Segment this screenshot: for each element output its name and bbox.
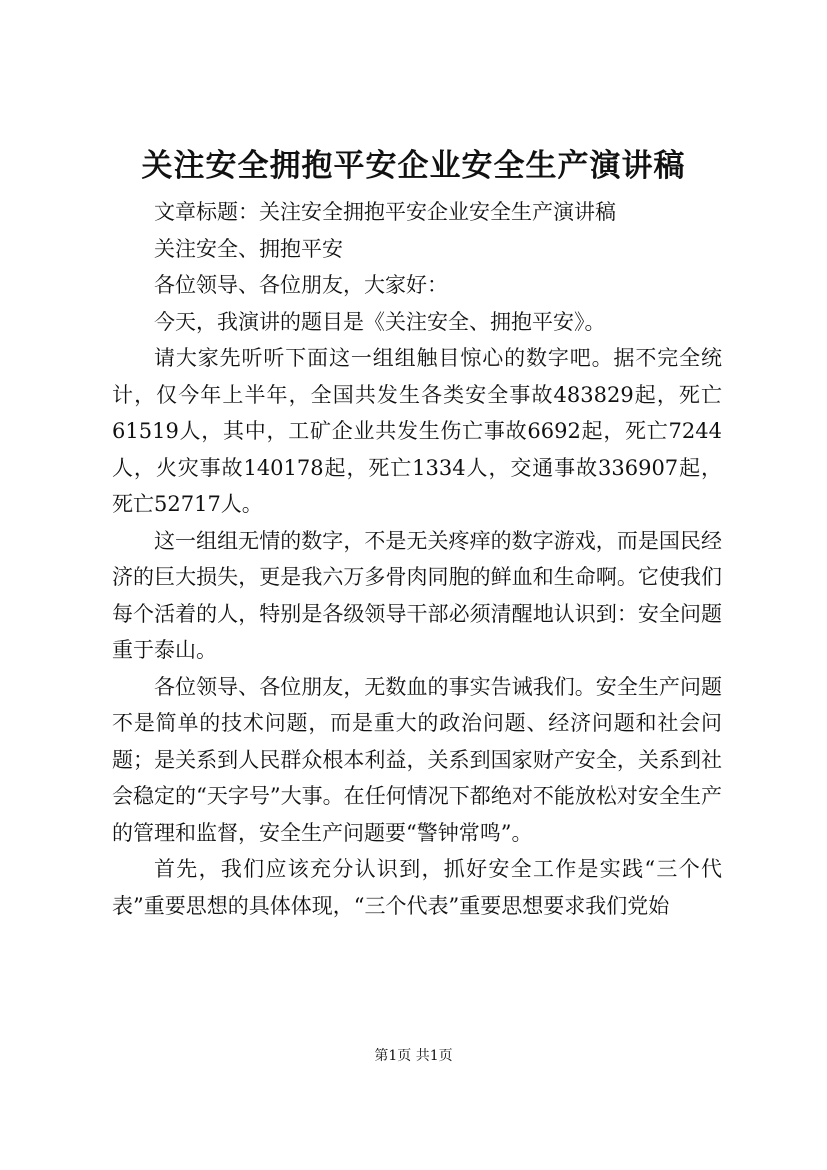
- paragraph-numbers-meaning: 这一组组无情的数字，不是无关疼痒的数字游戏，而是国民经济的巨大损失，更是我六万多骨肉同胞的鲜血和生命啊。它使我们每个活着的人，特别是各级领导干部必须清醒地认识到：安全问题重于泰山。: [112, 528, 722, 662]
- paragraph-safety-importance: 各位领导、各位朋友，无数血的事实告诫我们。安全生产问题不是简单的技术问题，而是重大的政治问题、经济问题和社会问题；是关系到人民群众根本利益，关系到国家财产安全，关系到社会稳定的“天字号”大事。在任何情况下都绝对不能放松对安全生产的管理和监督，安全生产问题要“警钟常鸣”。: [112, 674, 722, 845]
- paragraph-three-represents: 首先，我们应该充分认识到，抓好安全工作是实践“三个代表”重要思想的具体体现，“三个代表”重要思想要求我们党始: [112, 857, 722, 918]
- document-body: [112, 194, 722, 924]
- paragraph-statistics: 请大家先听听下面这一组组触目惊心的数字吧。据不完全统计，仅今年上半年，全国共发生各类安全事故483829起，死亡61519人，其中，工矿企业共发生伤亡事故6692起，死亡7244人，火灾事故140178起，死亡1334人，交通事故336907起，死亡52717人。: [112, 346, 722, 516]
- paragraph-subtitle: 关注安全、拥抱平安: [154, 236, 343, 261]
- document-title: 关注安全拥抱平安企业安全生产演讲稿: [141, 148, 686, 184]
- paragraph-article-title: 文章标题：关注安全拥抱平安企业安全生产演讲稿: [154, 200, 616, 224]
- page-footer: 第1页 共1页: [374, 1048, 453, 1064]
- paragraph-greeting: 各位领导、各位朋友，大家好：: [154, 273, 448, 297]
- paragraph-topic: 今天，我演讲的题目是《关注安全、拥抱平安》。: [154, 309, 606, 334]
